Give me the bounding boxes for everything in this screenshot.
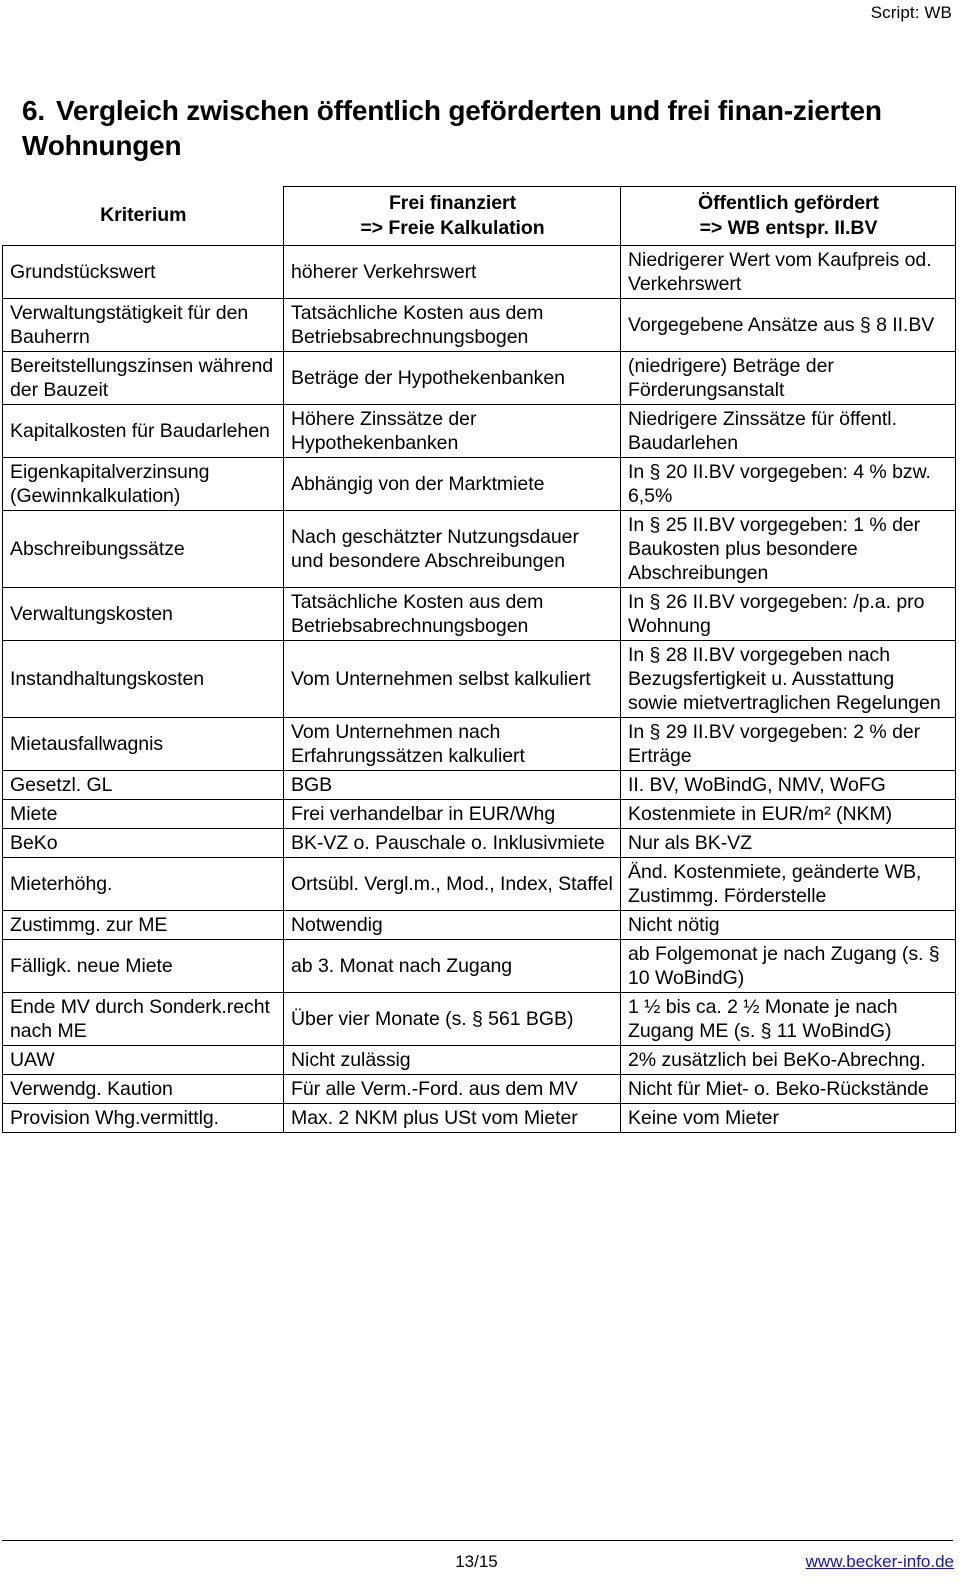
table-row <box>3 911 956 940</box>
cell-oeffentlich-gefoerdert: Nicht nötig <box>621 911 956 940</box>
cell-oeffentlich-gefoerdert: Niedrigerer Wert vom Kaufpreis od. Verkehrswert <box>621 246 956 299</box>
cell-kriterium: Bereitstellungszinsen während der Bauzeit <box>3 352 284 405</box>
table-row <box>3 829 956 858</box>
cell-kriterium: Eigenkapitalverzinsung (Gewinnkalkulation) <box>3 458 284 511</box>
cell-kriterium: Fälligk. neue Miete <box>3 940 284 993</box>
table-row <box>3 858 956 911</box>
table-row <box>3 1104 956 1133</box>
cell-frei-finanziert: Über vier Monate (s. § 561 BGB) <box>284 993 621 1046</box>
cell-kriterium: Grundstückswert <box>3 246 284 299</box>
cell-oeffentlich-gefoerdert: Änd. Kostenmiete, geänderte WB, Zustimmg. Förderstelle <box>621 858 956 911</box>
cell-frei-finanziert: Tatsächliche Kosten aus dem Betriebsabrechnungsbogen <box>284 588 621 641</box>
table-header-row <box>3 187 956 246</box>
table-row <box>3 1075 956 1104</box>
cell-oeffentlich-gefoerdert: Niedrigere Zinssätze für öffentl. Baudarlehen <box>621 405 956 458</box>
column-header-label: Öffentlich gefördert <box>697 192 879 214</box>
table-row <box>3 940 956 993</box>
cell-oeffentlich-gefoerdert: 2% zusätzlich bei BeKo-Abrechng. <box>621 1046 956 1075</box>
cell-oeffentlich-gefoerdert: In § 20 II.BV vorgegeben: 4 % bzw. 6,5% <box>621 458 956 511</box>
column-header-sublabel: => Freie Kalkulation <box>360 217 545 239</box>
cell-frei-finanziert: Höhere Zinssätze der Hypothekenbanken <box>284 405 621 458</box>
table-row <box>3 588 956 641</box>
column-header-sublabel: => WB entspr. II.BV <box>699 217 878 239</box>
script-tag: Script: WB <box>870 3 952 22</box>
table-row <box>3 771 956 800</box>
cell-oeffentlich-gefoerdert: Kostenmiete in EUR/m² (NKM) <box>621 800 956 829</box>
cell-oeffentlich-gefoerdert: ab Folgemonat je nach Zugang (s. § 10 WoBindG) <box>621 940 956 993</box>
footer-website-link[interactable]: www.becker-info.de <box>805 1552 954 1571</box>
footer-page-number: 13/15 <box>455 1552 498 1571</box>
cell-oeffentlich-gefoerdert: Nur als BK-VZ <box>621 829 956 858</box>
cell-frei-finanziert: Abhängig von der Marktmiete <box>284 458 621 511</box>
table-row <box>3 641 956 718</box>
column-header-label: Frei finanziert <box>388 192 517 214</box>
comparison-table <box>2 186 956 1133</box>
cell-frei-finanziert: Vom Unternehmen nach Erfahrungssätzen kalkuliert <box>284 718 621 771</box>
cell-oeffentlich-gefoerdert: 1 ½ bis ca. 2 ½ Monate je nach Zugang ME (s. § 11 WoBindG) <box>621 993 956 1046</box>
table-row <box>3 299 956 352</box>
cell-kriterium: Zustimmg. zur ME <box>3 911 284 940</box>
table-row <box>3 1046 956 1075</box>
cell-oeffentlich-gefoerdert: (niedrigere) Beträge der Förderungsanstalt <box>621 352 956 405</box>
page-title-number: 6. <box>22 94 45 126</box>
table-row <box>3 352 956 405</box>
cell-kriterium: Kapitalkosten für Baudarlehen <box>3 405 284 458</box>
page-title-text: Vergleich zwischen öffentlich geförderten und frei finan-zierten Wohnungen <box>22 94 882 161</box>
cell-frei-finanziert: Ortsübl. Vergl.m., Mod., Index, Staffel <box>284 858 621 911</box>
cell-kriterium: UAW <box>3 1046 284 1075</box>
footer-divider <box>2 1540 953 1541</box>
table-row <box>3 511 956 588</box>
cell-oeffentlich-gefoerdert: Keine vom Mieter <box>621 1104 956 1133</box>
cell-kriterium: Verwaltungskosten <box>3 588 284 641</box>
comparison-table-body <box>3 187 956 1133</box>
column-header-frei-finanziert <box>284 187 621 246</box>
cell-frei-finanziert: Nicht zulässig <box>284 1046 621 1075</box>
cell-kriterium: Provision Whg.vermittlg. <box>3 1104 284 1133</box>
cell-kriterium: Verwendg. Kaution <box>3 1075 284 1104</box>
cell-frei-finanziert: Tatsächliche Kosten aus dem Betriebsabrechnungsbogen <box>284 299 621 352</box>
cell-oeffentlich-gefoerdert: In § 25 II.BV vorgegeben: 1 % der Baukosten plus besondere Abschreibungen <box>621 511 956 588</box>
cell-oeffentlich-gefoerdert: In § 26 II.BV vorgegeben: /p.a. pro Wohnung <box>621 588 956 641</box>
table-row <box>3 458 956 511</box>
cell-frei-finanziert: Max. 2 NKM plus USt vom Mieter <box>284 1104 621 1133</box>
column-header-kriterium: Kriterium <box>100 204 187 227</box>
cell-frei-finanziert: Für alle Verm.-Ford. aus dem MV <box>284 1075 621 1104</box>
table-row <box>3 246 956 299</box>
cell-frei-finanziert: BGB <box>284 771 621 800</box>
table-row <box>3 993 956 1046</box>
cell-kriterium: Gesetzl. GL <box>3 771 284 800</box>
cell-frei-finanziert: Vom Unternehmen selbst kalkuliert <box>284 641 621 718</box>
cell-kriterium: BeKo <box>3 829 284 858</box>
column-header-oeffentlich-gefoerdert <box>621 187 956 246</box>
cell-kriterium: Mieterhöhg. <box>3 858 284 911</box>
cell-oeffentlich-gefoerdert: In § 28 II.BV vorgegeben nach Bezugsfertigkeit u. Ausstattung sowie mietvertraglichen Regelungen <box>621 641 956 718</box>
cell-oeffentlich-gefoerdert: In § 29 II.BV vorgegeben: 2 % der Erträge <box>621 718 956 771</box>
cell-oeffentlich-gefoerdert: II. BV, WoBindG, NMV, WoFG <box>621 771 956 800</box>
cell-frei-finanziert: Frei verhandelbar in EUR/Whg <box>284 800 621 829</box>
cell-oeffentlich-gefoerdert: Nicht für Miet- o. Beko-Rückstände <box>621 1075 956 1104</box>
cell-frei-finanziert: höherer Verkehrswert <box>284 246 621 299</box>
cell-kriterium: Mietausfallwagnis <box>3 718 284 771</box>
cell-kriterium: Instandhaltungskosten <box>3 641 284 718</box>
cell-frei-finanziert: Beträge der Hypothekenbanken <box>284 352 621 405</box>
cell-frei-finanziert: ab 3. Monat nach Zugang <box>284 940 621 993</box>
cell-frei-finanziert: Notwendig <box>284 911 621 940</box>
table-row <box>3 718 956 771</box>
cell-frei-finanziert: Nach geschätzter Nutzungsdauer und besondere Abschreibungen <box>284 511 621 588</box>
cell-kriterium: Abschreibungssätze <box>3 511 284 588</box>
table-row <box>3 800 956 829</box>
cell-kriterium: Miete <box>3 800 284 829</box>
cell-frei-finanziert: BK-VZ o. Pauschale o. Inklusivmiete <box>284 829 621 858</box>
cell-kriterium: Verwaltungstätigkeit für den Bauherrn <box>3 299 284 352</box>
table-row <box>3 405 956 458</box>
cell-kriterium: Ende MV durch Sonderk.recht nach ME <box>3 993 284 1046</box>
page-title <box>22 93 912 163</box>
cell-oeffentlich-gefoerdert: Vorgegebene Ansätze aus § 8 II.BV <box>621 299 956 352</box>
